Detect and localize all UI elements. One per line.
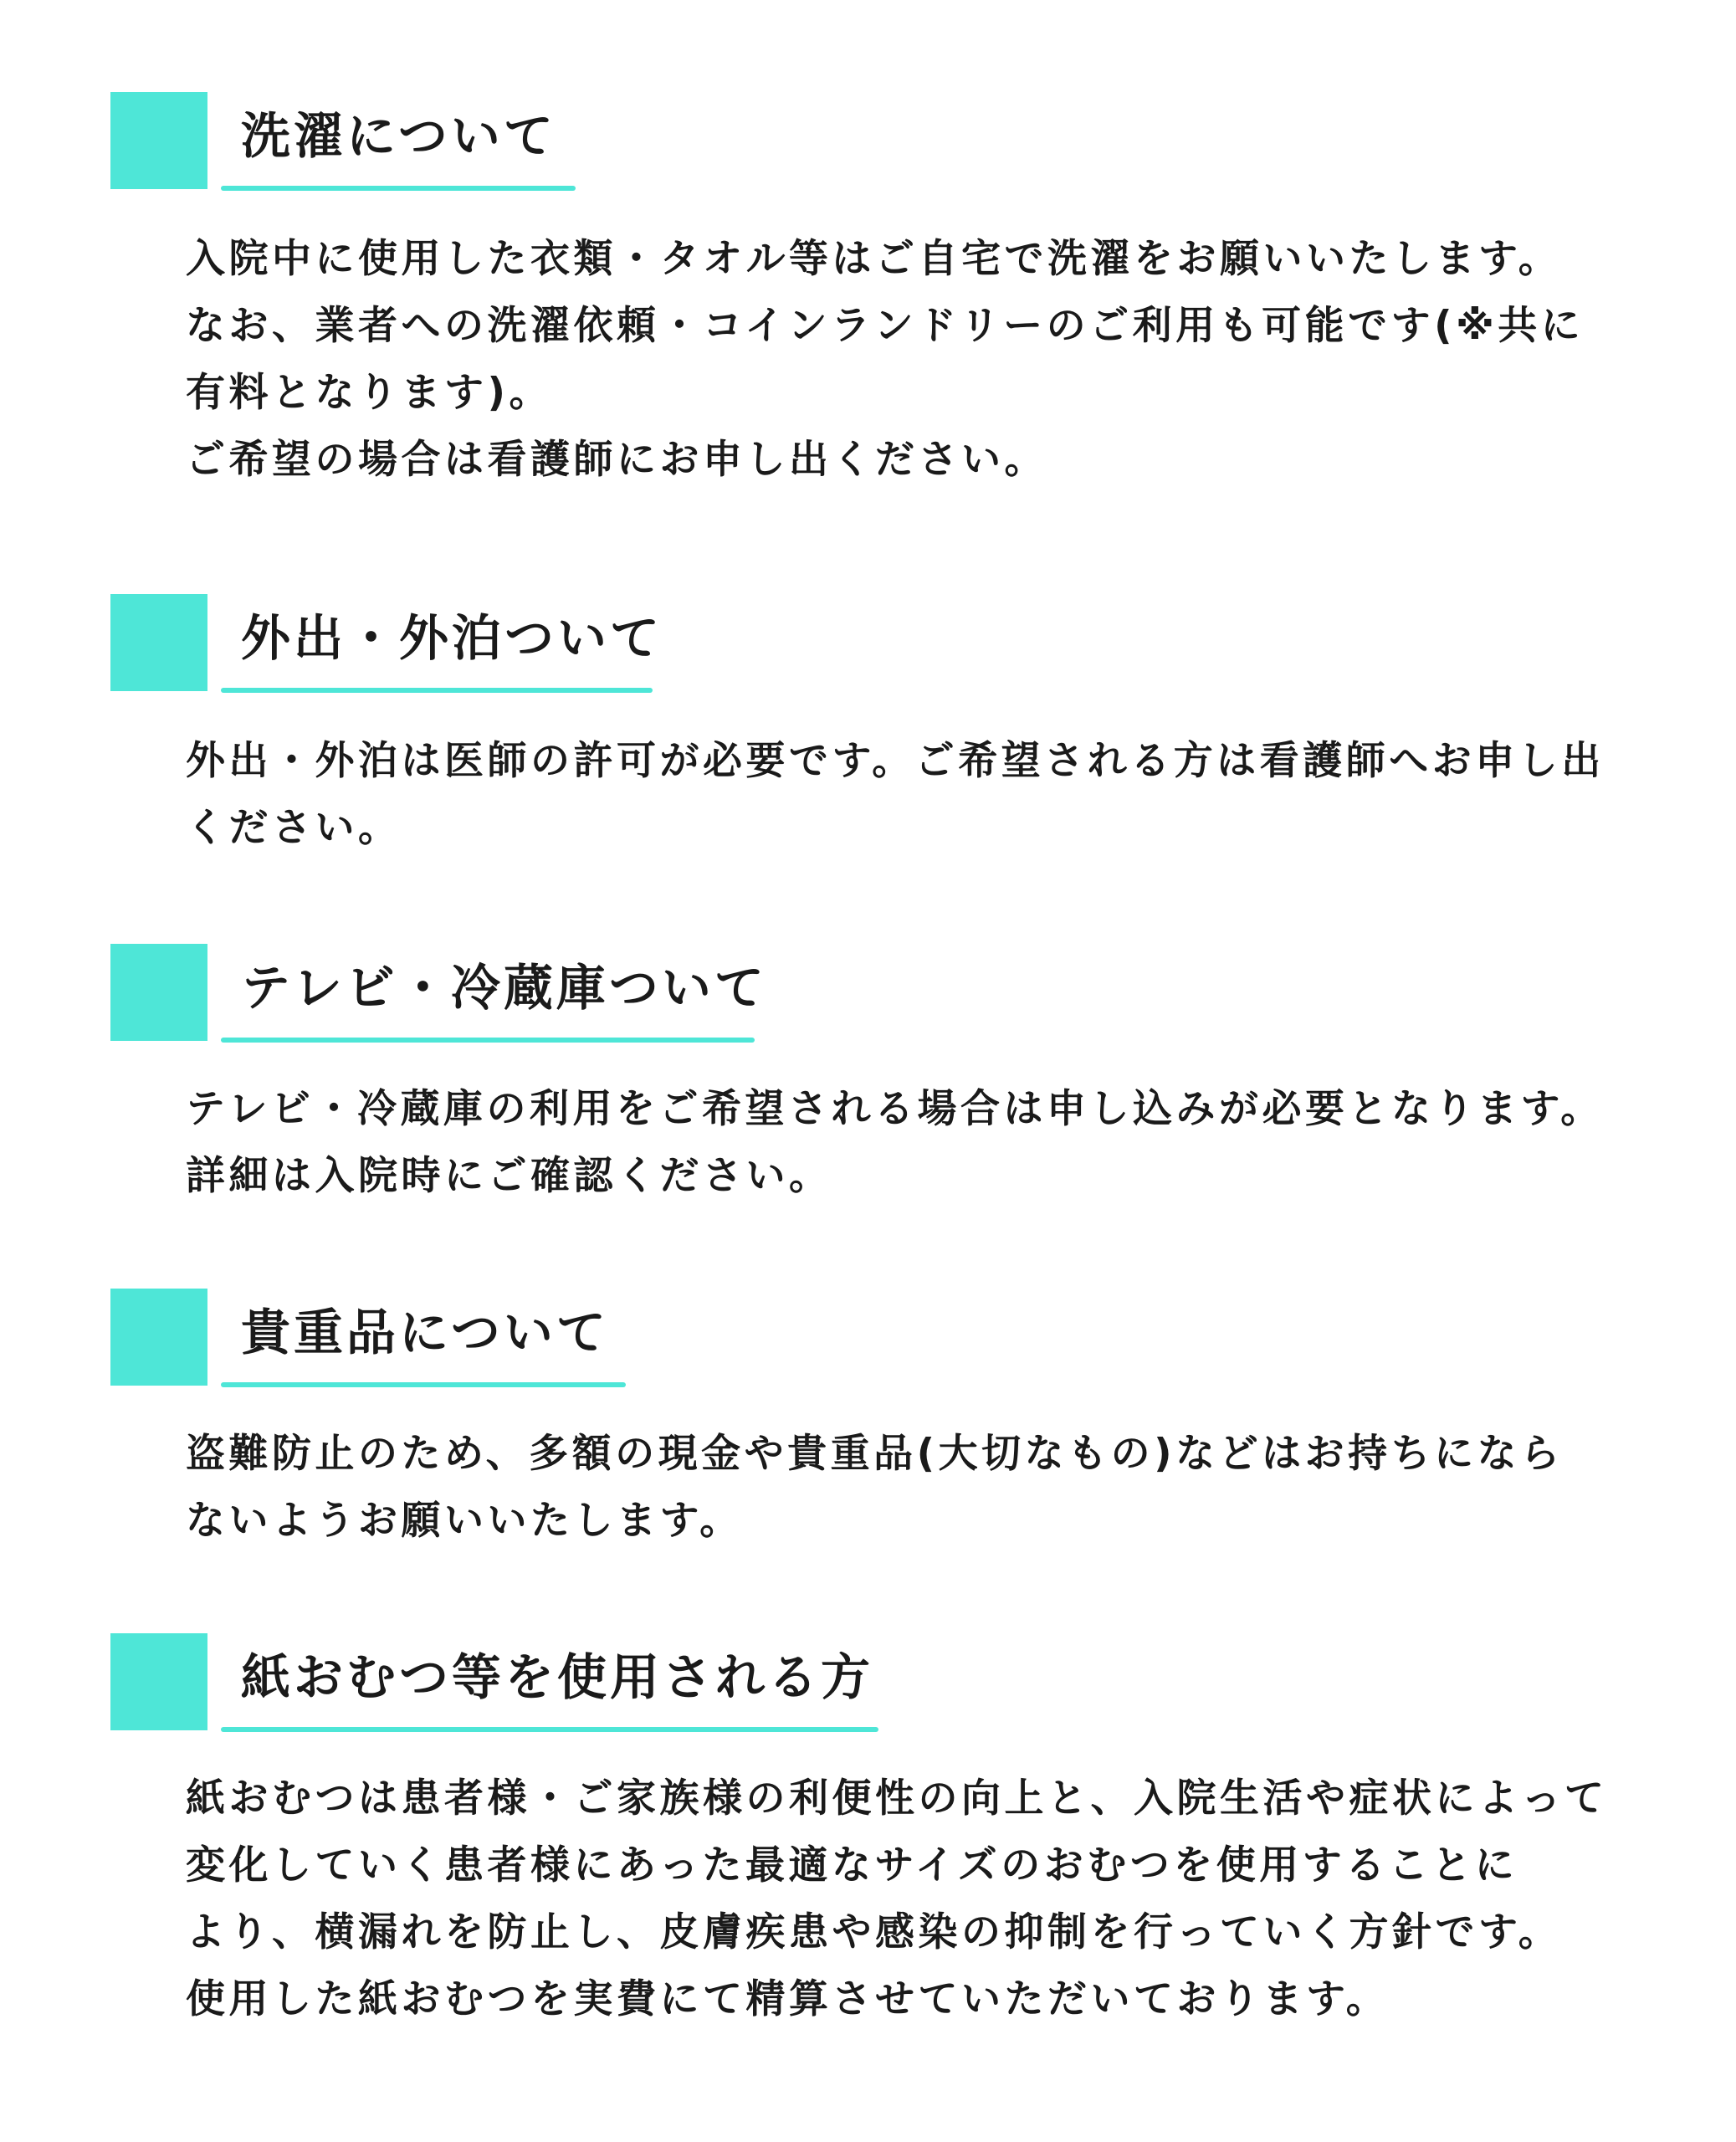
- body-line: ご希望の場合は看護師にお申し出ください。: [186, 437, 1047, 483]
- heading-underline: [221, 1038, 755, 1043]
- body-line: 詳細は入院時にご確認ください。: [186, 1153, 832, 1199]
- body-line: ください。: [186, 805, 402, 851]
- heading-underline: [221, 1727, 878, 1732]
- section-title: 紙おむつ等を使用される方: [241, 1648, 874, 1706]
- section-valuables: [0, 1289, 1736, 1544]
- section-diapers: [0, 1633, 1736, 2022]
- section-title: テレビ・冷蔵庫ついて: [241, 959, 767, 1017]
- section-heading: [0, 944, 1736, 1044]
- section-heading: [0, 594, 1736, 694]
- body-line: 外出・外泊は医師の許可が必要です。ご希望される方は看護師へお申し出: [186, 738, 1605, 784]
- section-body: [186, 728, 1641, 862]
- section-body: [186, 226, 1641, 494]
- heading-underline: [221, 688, 653, 693]
- heading-square-icon: [110, 944, 207, 1041]
- body-line: テレビ・冷蔵庫の利用をご希望される場合は申し込みが必要となります。: [186, 1086, 1604, 1132]
- section-heading: [0, 1289, 1736, 1389]
- body-line: 有料となります)。: [186, 370, 552, 416]
- body-line: 使用した紙おむつを実費にて精算させていただいております。: [186, 1976, 1390, 2022]
- section-outing: [0, 594, 1736, 851]
- section-title: 貴重品について: [241, 1304, 609, 1361]
- heading-underline: [221, 186, 576, 191]
- section-title: 洗濯について: [241, 107, 556, 165]
- section-heading: [0, 1633, 1736, 1734]
- section-laundry: [0, 92, 1736, 483]
- section-tv-fridge: [0, 944, 1736, 1199]
- body-line: より、横漏れを防止し、皮膚疾患や感染の抑制を行っていく方針です。: [186, 1909, 1562, 1955]
- heading-square-icon: [110, 1633, 207, 1730]
- section-body: [186, 1765, 1641, 2033]
- heading-square-icon: [110, 594, 207, 691]
- body-line: なお、業者への洗濯依頼・コインランドリーのご利用も可能です(※共に: [186, 303, 1585, 349]
- body-line: 紙おむつは患者様・ご家族様の利便性の向上と、入院生活や症状によって: [186, 1776, 1608, 1822]
- heading-square-icon: [110, 92, 207, 189]
- section-body: [186, 1076, 1641, 1210]
- body-line: 変化していく患者様にあった最適なサイズのおむつを使用することに: [186, 1842, 1518, 1888]
- heading-underline: [221, 1382, 626, 1387]
- section-body: [186, 1421, 1641, 1555]
- body-line: ないようお願いいたします。: [186, 1498, 743, 1544]
- body-line: 入院中に使用した衣類・タオル等はご自宅で洗濯をお願いいたします。: [186, 236, 1562, 282]
- section-title: 外出・外泊ついて: [241, 609, 663, 667]
- body-line: 盗難防止のため、多額の現金や貴重品(大切なもの)などはお持ちになら: [186, 1431, 1564, 1477]
- section-heading: [0, 92, 1736, 192]
- heading-square-icon: [110, 1289, 207, 1386]
